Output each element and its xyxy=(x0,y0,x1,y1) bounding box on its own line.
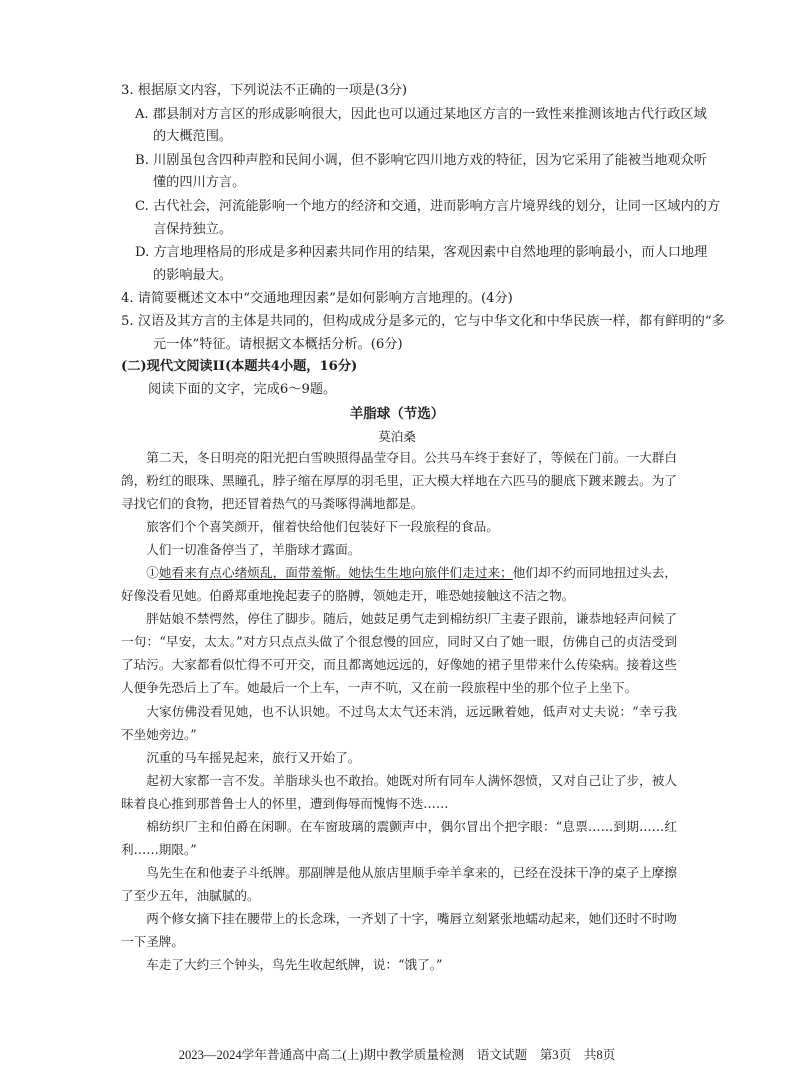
story-paragraph-6: 大家仿佛没看见她，也不认识她。不过鸟太太气还未消，远远瞅着她，低声对丈夫说：“幸亏我不坐她旁边。” xyxy=(121,704,677,742)
page-footer: 2023—2024学年普通高中高二(上)期中教学质量检测 语文试题 第3页 共8页 xyxy=(178,1048,616,1062)
story-paragraph-4 xyxy=(121,561,677,607)
story-paragraph-2: 旅客们个个喜笑颜开，催着快给他们包装好下一段旅程的食品。 xyxy=(146,519,499,534)
question-3-option-a: A. 郡县制对方言区的形成影响很大，因此也可以通过某地区方言的一致性来推测该地古代行政区域 xyxy=(135,107,707,122)
story-paragraph-10: 鸟先生在和他妻子斗纸牌。那副牌是他从旅店里顺手牵羊拿来的，已经在没抹干净的桌子上摩擦了至少五年，油腻腻的。 xyxy=(121,865,677,903)
question-3-option-a-cont: 的大概范围。 xyxy=(153,129,233,144)
question-5: 5. 汉语及其方言的主体是共同的，但构成成分是多元的，它与中华文化和中华民族一样，都有鲜明的“多 xyxy=(121,314,725,329)
story-paragraph-3: 人们一切准备停当了，羊脂球才露面。 xyxy=(146,542,361,557)
story-paragraph-9: 棉纺织厂主和伯爵在闲聊。在车窗玻璃的震颤声中，偶尔冒出个把字眼：“息票……到期……红利……期限。” xyxy=(121,819,677,857)
question-3-stem: 3. 根据原文内容，下列说法不正确的一项是(3分) xyxy=(121,83,408,98)
question-3-option-d-cont: 的影响最大。 xyxy=(153,268,233,283)
story-title: 羊脂球（节选） xyxy=(349,406,445,422)
section-heading: (二)现代文阅读II(本题共4小题，16分) xyxy=(121,359,358,374)
reading-instruction: 阅读下面的文字，完成6～9题。 xyxy=(148,382,337,397)
story-paragraph-11: 两个修女摘下挂在腰带上的长念珠，一齐划了十字，嘴唇立刻紧张地蠕动起来，她们还时不时吻一下圣牌。 xyxy=(121,911,677,949)
story-author: 莫泊桑 xyxy=(378,429,416,444)
story-paragraph-12: 车走了大约三个钟头，鸟先生收起纸牌，说：“饿了。” xyxy=(146,957,443,972)
story-paragraph-4-rest: 他们却不约而同地扭过头去，好像没看见她。伯爵郑重地挽起妻子的胳膊，领她走开，唯恐她接触这不洁之物。 xyxy=(121,565,678,603)
question-3-option-c: C. 古代社会，河流能影响一个地方的经济和交通，进而影响方言片境界线的划分，让同一区域内的方 xyxy=(135,199,721,214)
underlined-sentence: 她看来有点心绪烦乱，面带羞惭。她怯生生地向旅伴们走过来； xyxy=(158,565,513,580)
story-paragraph-8: 起初大家都一言不发。羊脂球头也不敢抬。她既对所有同车人满怀怨愤，又对自己让了步，被人昧着良心推到那普鲁士人的怀里，遭到侮辱而愧悔不迭…… xyxy=(121,773,677,811)
story-paragraph-5: 胖姑娘不禁愕然，停住了脚步。随后，她鼓足勇气走到棉纺织厂主妻子跟前，谦恭地轻声问候了一句：“早安，太太。”对方只点点头做了个很怠慢的回应，同时又白了她一眼，仿佛自己的贞洁受到了玷污。大家都看似忙得不可开交，而且都离她远远的，好像她的裙子里带来什么传染病。接着这些人便争先恐后上了车。她最后一个上车，一声不吭，又在前一段旅程中坐的那个位子上坐下。 xyxy=(121,611,677,695)
question-4: 4. 请简要概述文本中“交通地理因素”是如何影响方言地理的。(4分) xyxy=(121,291,513,306)
question-3-option-b-cont: 懂的四川方言。 xyxy=(153,175,246,190)
question-3-option-c-cont: 言保持独立。 xyxy=(153,222,233,237)
question-3-option-b: B. 川剧虽包含四种声腔和民间小调，但不影响它四川地方戏的特征，因为它采用了能被当地观众听 xyxy=(135,153,707,168)
question-5-cont: 元一体”特征。请根据文本概括分析。(6分) xyxy=(153,337,403,352)
question-3-option-d: D. 方言地理格局的形成是多种因素共同作用的结果，客观因素中自然地理的影响最小，而人口地理 xyxy=(135,245,708,260)
story-paragraph-7: 沉重的马车摇晃起来，旅行又开始了。 xyxy=(146,750,361,765)
story-paragraph-1: 第二天，冬日明亮的阳光把白雪映照得晶莹夺目。公共马车终于套好了，等候在门前。一大群白鸽，粉红的眼珠、黑瞳孔，脖子缩在厚厚的羽毛里，正大模大样地在六匹马的腿底下踱来踱去。为了寻找它们的食物，把还冒着热气的马粪啄得满地都是。 xyxy=(121,450,677,511)
marker-1: ① xyxy=(146,565,159,580)
